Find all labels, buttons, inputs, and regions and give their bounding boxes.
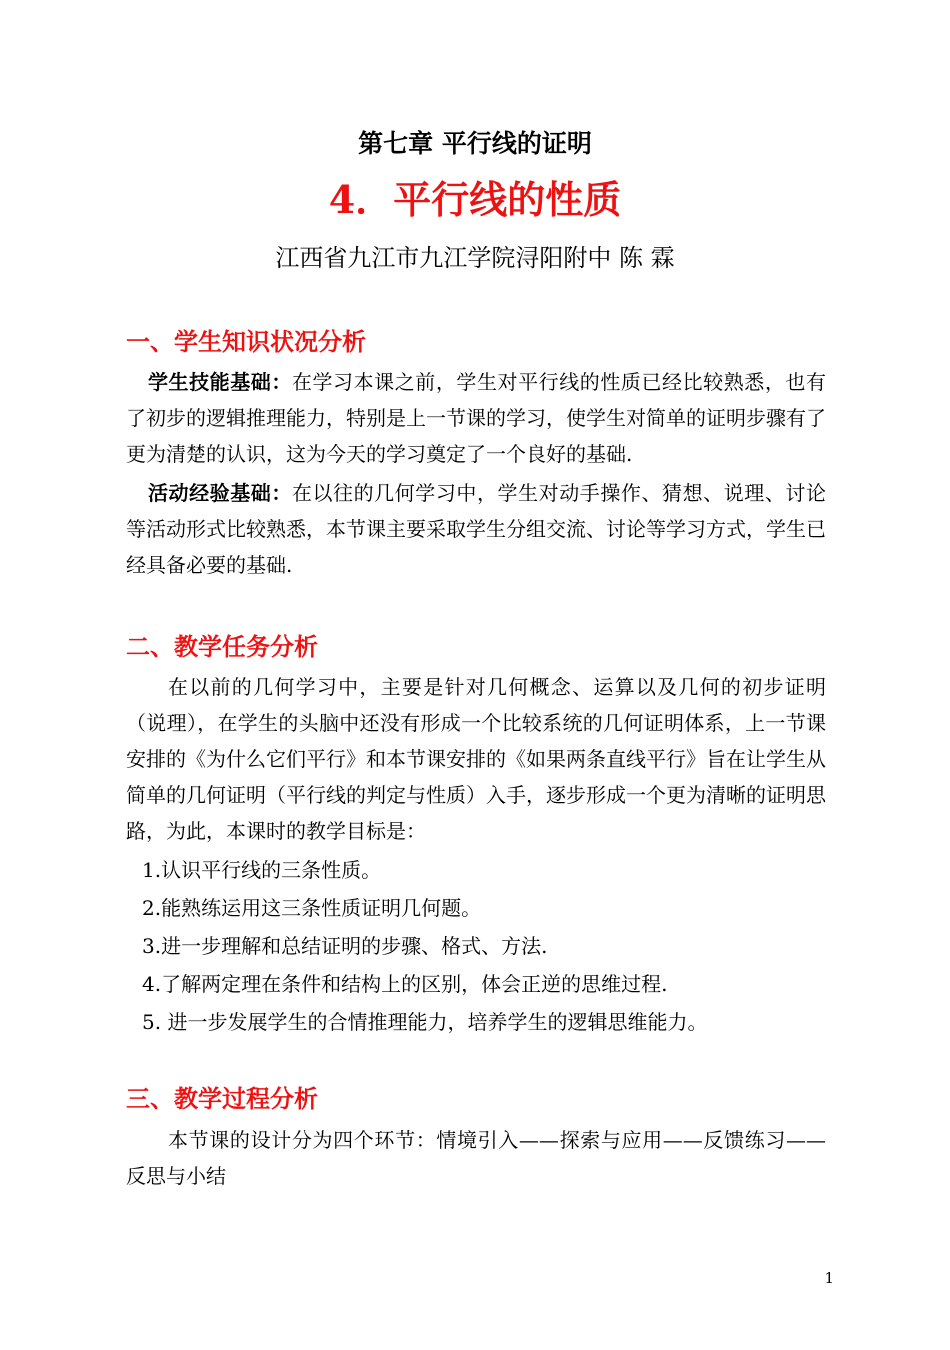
chapter-title: 第七章 平行线的证明 (358, 129, 592, 158)
author-line: 江西省九江市九江学院浔阳附中 陈 霖 (275, 244, 675, 272)
section-heading-student-analysis: 一、学生知识状况分析 (126, 327, 366, 356)
paragraph-activity-basis (126, 475, 826, 583)
list-item-goal: 3.进一步理解和总结证明的步骤、格式、方法. (142, 934, 548, 958)
section-heading-process-analysis: 三、教学过程分析 (126, 1084, 318, 1113)
page-number: 1 (824, 1269, 834, 1287)
list-item-goal: 2.能熟练运用这三条性质证明几何题。 (142, 896, 482, 920)
paragraph-skill-basis (126, 364, 826, 472)
lesson-title: 4．平行线的性质 (328, 177, 622, 222)
paragraph-lead: 学生技能基础： (148, 370, 292, 394)
paragraph-process-intro: 本节课的设计分为四个环节：情境引入——探索与应用——反馈练习——反思与小结 (126, 1128, 826, 1188)
paragraph-task-intro: 在以前的几何学习中，主要是针对几何概念、运算以及几何的初步证明（说理），在学生的头脑中还没有形成一个比较系统的几何证明体系，上一节课安排的《为什么它们平行》和本节课安排的《如果两条直线平行》旨在让学生从简单的几何证明（平行线的判定与性质）入手，逐步形成一个更为清晰的证明思路，为此，本课时的教学目标是： (126, 675, 826, 843)
paragraph-text: 在以往的几何学习中，学生对动手操作、猜想、说理、讨论等活动形式比较熟悉，本节课主要采取学生分组交流、讨论等学习方式，学生已经具备必要的基础. (126, 481, 826, 577)
paragraph-text: 在学习本课之前，学生对平行线的性质已经比较熟悉，也有了初步的逻辑推理能力，特别是上一节课的学习，使学生对简单的证明步骤有了更为清楚的认识，这为今天的学习奠定了一个良好的基础. (126, 370, 826, 466)
paragraph-lead: 活动经验基础： (148, 481, 292, 505)
list-item-goal: 1.认识平行线的三条性质。 (142, 858, 382, 882)
list-item-goal: 4.了解两定理在条件和结构上的区别，体会正逆的思维过程. (142, 972, 668, 996)
list-item-goal: 5. 进一步发展学生的合情推理能力，培养学生的逻辑思维能力。 (142, 1010, 708, 1034)
section-heading-task-analysis: 二、教学任务分析 (126, 632, 318, 661)
